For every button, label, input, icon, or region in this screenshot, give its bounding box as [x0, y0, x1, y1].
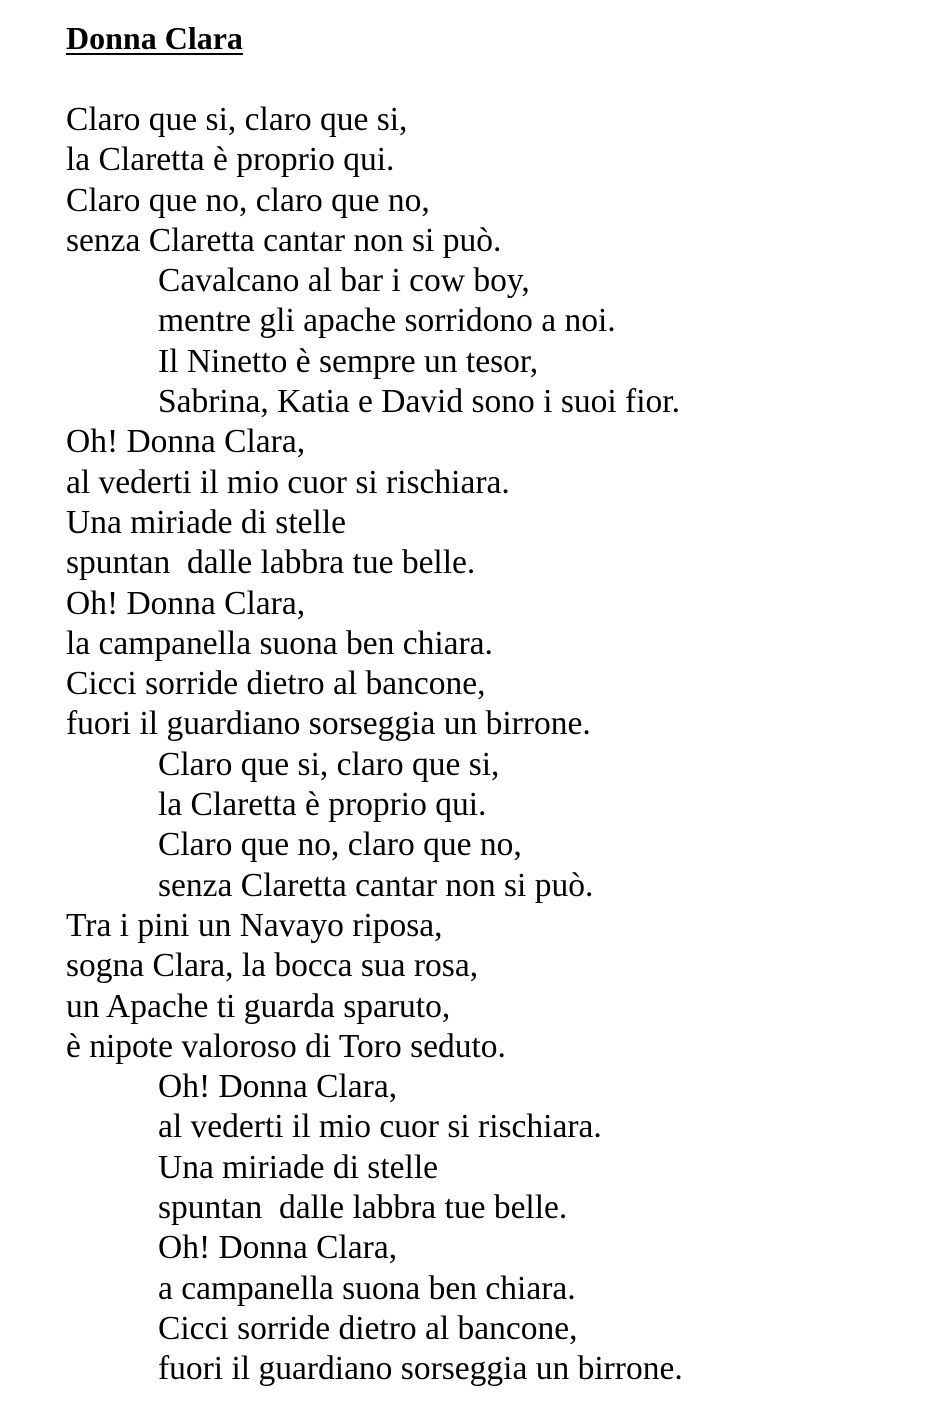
lyric-line: è nipote valoroso di Toro seduto. — [66, 1027, 506, 1065]
lyric-line: senza Claretta cantar non si può. — [158, 866, 594, 904]
lyric-line: Oh! Donna Clara, — [158, 1229, 398, 1267]
lyric-line: la Claretta è proprio qui. — [158, 786, 487, 824]
lyric-line: fuori il guardiano sorseggia un birrone. — [66, 705, 591, 743]
lyric-line: Oh! Donna Clara, — [66, 584, 306, 622]
lyric-line: spuntan dalle labbra tue belle. — [158, 1189, 568, 1227]
lyric-line: Claro que no, claro que no, — [66, 181, 430, 219]
lyric-line: Il Ninetto è sempre un tesor, — [158, 342, 539, 380]
lyric-line: Claro que no, claro que no, — [158, 826, 522, 864]
lyric-line: Una miriade di stelle — [66, 503, 347, 541]
lyric-line: Claro que si, claro que si, — [66, 101, 408, 138]
lyric-line: la campanella suona ben chiara. — [66, 624, 493, 662]
lyric-line: senza Claretta cantar non si può. — [66, 221, 502, 259]
lyric-line: sogna Clara, la bocca sua rosa, — [66, 947, 479, 985]
lyric-line: Cicci sorride dietro al bancone, — [158, 1309, 578, 1347]
lyric-line: la Claretta è proprio qui. — [66, 141, 395, 179]
lyric-line: spuntan dalle labbra tue belle. — [66, 544, 476, 582]
lyric-line: a campanella suona ben chiara. — [158, 1269, 576, 1307]
lyric-line: Una miriade di stelle — [158, 1148, 439, 1186]
lyric-line: mentre gli apache sorridono a noi. — [158, 302, 616, 340]
lyric-line: Cavalcano al bar i cow boy, — [158, 262, 530, 300]
document-title: Donna Clara — [66, 20, 243, 56]
lyric-line: fuori il guardiano sorseggia un birrone. — [158, 1350, 683, 1388]
lyric-line: al vederti il mio cuor si rischiara. — [66, 463, 510, 501]
lyric-line: Cicci sorride dietro al bancone, — [66, 665, 486, 703]
lyric-line: Oh! Donna Clara, — [66, 423, 306, 461]
lyric-line: Tra i pini un Navayo riposa, — [66, 906, 443, 944]
lyric-line: un Apache ti guarda sparuto, — [66, 987, 451, 1025]
lyric-line: Claro que si, claro que si, — [158, 745, 500, 783]
lyric-line: Oh! Donna Clara, — [158, 1068, 398, 1106]
lyrics-block — [66, 100, 936, 1390]
lyric-line: al vederti il mio cuor si rischiara. — [158, 1108, 602, 1146]
lyric-line: Sabrina, Katia e David sono i suoi fior. — [158, 383, 680, 421]
